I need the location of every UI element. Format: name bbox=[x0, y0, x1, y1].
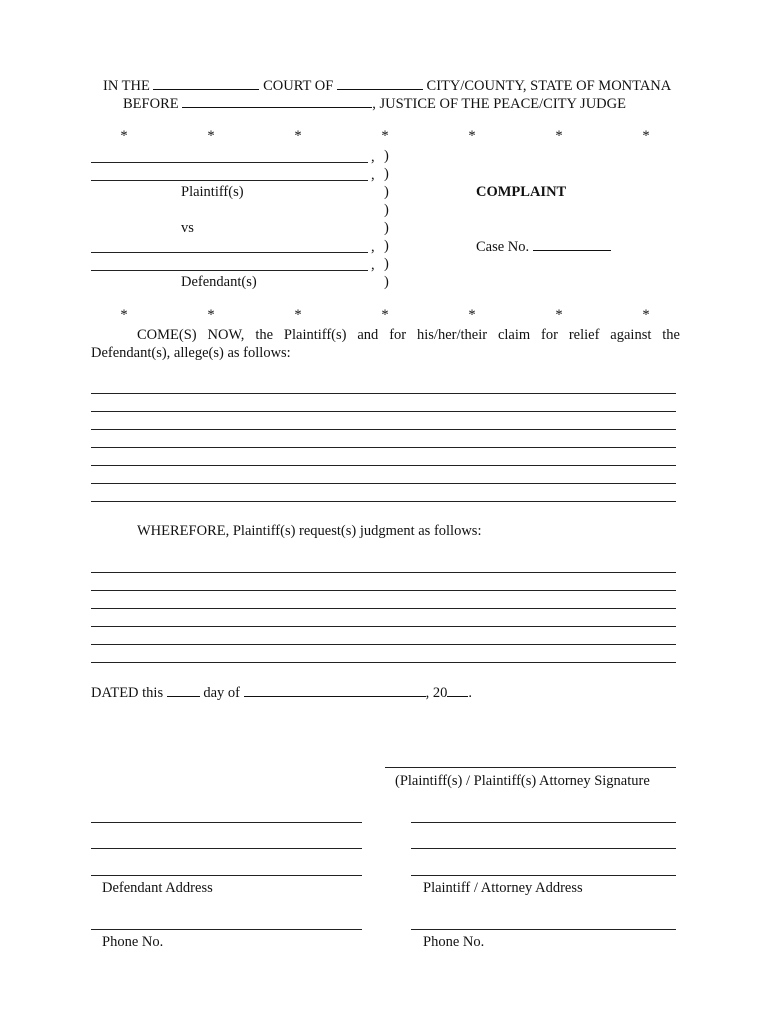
jurisdiction-blank[interactable] bbox=[337, 76, 423, 90]
plaintiff-address-label: Plaintiff / Attorney Address bbox=[423, 880, 583, 896]
caption-comma: , bbox=[371, 167, 375, 183]
allegation-line[interactable] bbox=[91, 393, 676, 394]
allegation-line[interactable] bbox=[91, 501, 676, 502]
before-label: BEFORE bbox=[123, 96, 179, 112]
star: * bbox=[294, 128, 302, 144]
star: * bbox=[468, 307, 476, 323]
caption-comma: , bbox=[371, 239, 375, 255]
star: * bbox=[555, 307, 563, 323]
star: * bbox=[120, 128, 128, 144]
in-the-label: IN THE bbox=[103, 78, 150, 94]
star: * bbox=[381, 128, 389, 144]
defendant-phone-label: Phone No. bbox=[102, 934, 164, 950]
caption-comma: , bbox=[371, 149, 375, 165]
intro-paragraph-line-2: Defendant(s), allege(s) as follows: bbox=[91, 345, 291, 361]
justice-label: , JUSTICE OF THE PEACE/CITY JUDGE bbox=[372, 96, 626, 112]
allegation-line[interactable] bbox=[91, 429, 676, 430]
plaintiff-name-line-1[interactable] bbox=[91, 162, 368, 163]
star: * bbox=[555, 128, 563, 144]
day-blank[interactable] bbox=[167, 683, 200, 697]
caption-paren: ) bbox=[384, 220, 389, 236]
judgment-line[interactable] bbox=[91, 626, 676, 627]
defendant-address-line-3[interactable] bbox=[91, 875, 362, 876]
case-no-label: Case No. bbox=[476, 239, 530, 255]
complaint-title: COMPLAINT bbox=[476, 184, 567, 200]
wherefore-paragraph: WHEREFORE, Plaintiff(s) request(s) judgment as follows: bbox=[137, 523, 482, 539]
case-number-blank[interactable] bbox=[533, 237, 611, 251]
judge-name-blank[interactable] bbox=[182, 94, 372, 108]
star: * bbox=[207, 307, 215, 323]
signature-label: (Plaintiff(s) / Plaintiff(s) Attorney Signature bbox=[395, 773, 650, 789]
allegation-line[interactable] bbox=[91, 465, 676, 466]
plaintiff-address-line-1[interactable] bbox=[411, 822, 676, 823]
plaintiff-address-line-3[interactable] bbox=[411, 875, 676, 876]
star: * bbox=[207, 128, 215, 144]
allegation-line[interactable] bbox=[91, 411, 676, 412]
caption-paren: ) bbox=[384, 256, 389, 272]
star: * bbox=[642, 128, 650, 144]
plaintiffs-label: Plaintiff(s) bbox=[181, 184, 244, 200]
caption-paren: ) bbox=[384, 238, 389, 254]
court-header-line bbox=[103, 76, 671, 95]
defendant-address-label: Defendant Address bbox=[102, 880, 213, 896]
dated-period: . bbox=[468, 685, 472, 701]
plaintiff-address-line-2[interactable] bbox=[411, 848, 676, 849]
judgment-line[interactable] bbox=[91, 662, 676, 663]
judgment-line[interactable] bbox=[91, 644, 676, 645]
dated-line bbox=[91, 683, 472, 702]
day-of-label: day of bbox=[203, 685, 240, 701]
plaintiff-phone-line[interactable] bbox=[411, 929, 676, 930]
case-number-row bbox=[476, 237, 611, 256]
caption-paren: ) bbox=[384, 274, 389, 290]
defendant-name-line-1[interactable] bbox=[91, 252, 368, 253]
judgment-line[interactable] bbox=[91, 608, 676, 609]
month-blank[interactable] bbox=[244, 683, 426, 697]
plaintiff-phone-label: Phone No. bbox=[423, 934, 485, 950]
defendant-name-line-2[interactable] bbox=[91, 270, 368, 271]
court-name-blank[interactable] bbox=[153, 76, 259, 90]
star: * bbox=[468, 128, 476, 144]
year-prefix: , 20 bbox=[425, 685, 448, 701]
judge-header-line bbox=[123, 94, 626, 113]
signature-line[interactable] bbox=[385, 767, 676, 768]
judgment-line[interactable] bbox=[91, 572, 676, 573]
caption-paren: ) bbox=[384, 148, 389, 164]
intro-paragraph-line-1: COME(S) NOW, the Plaintiff(s) and for his/her/their claim for relief against the bbox=[137, 327, 680, 343]
caption-comma: , bbox=[371, 257, 375, 273]
defendant-address-line-1[interactable] bbox=[91, 822, 362, 823]
year-blank[interactable] bbox=[447, 683, 468, 697]
plaintiff-name-line-2[interactable] bbox=[91, 180, 368, 181]
defendant-phone-line[interactable] bbox=[91, 929, 362, 930]
vs-label: vs bbox=[181, 220, 194, 236]
allegation-line[interactable] bbox=[91, 447, 676, 448]
star: * bbox=[294, 307, 302, 323]
dated-this-label: DATED this bbox=[91, 685, 164, 701]
star: * bbox=[120, 307, 128, 323]
star: * bbox=[381, 307, 389, 323]
allegation-line[interactable] bbox=[91, 483, 676, 484]
caption-paren: ) bbox=[384, 184, 389, 200]
star: * bbox=[642, 307, 650, 323]
state-label: CITY/COUNTY, STATE OF MONTANA bbox=[426, 78, 672, 94]
judgment-line[interactable] bbox=[91, 590, 676, 591]
defendant-address-line-2[interactable] bbox=[91, 848, 362, 849]
court-of-label: COURT OF bbox=[263, 78, 334, 94]
defendants-label: Defendant(s) bbox=[181, 274, 257, 290]
caption-paren: ) bbox=[384, 202, 389, 218]
caption-paren: ) bbox=[384, 166, 389, 182]
